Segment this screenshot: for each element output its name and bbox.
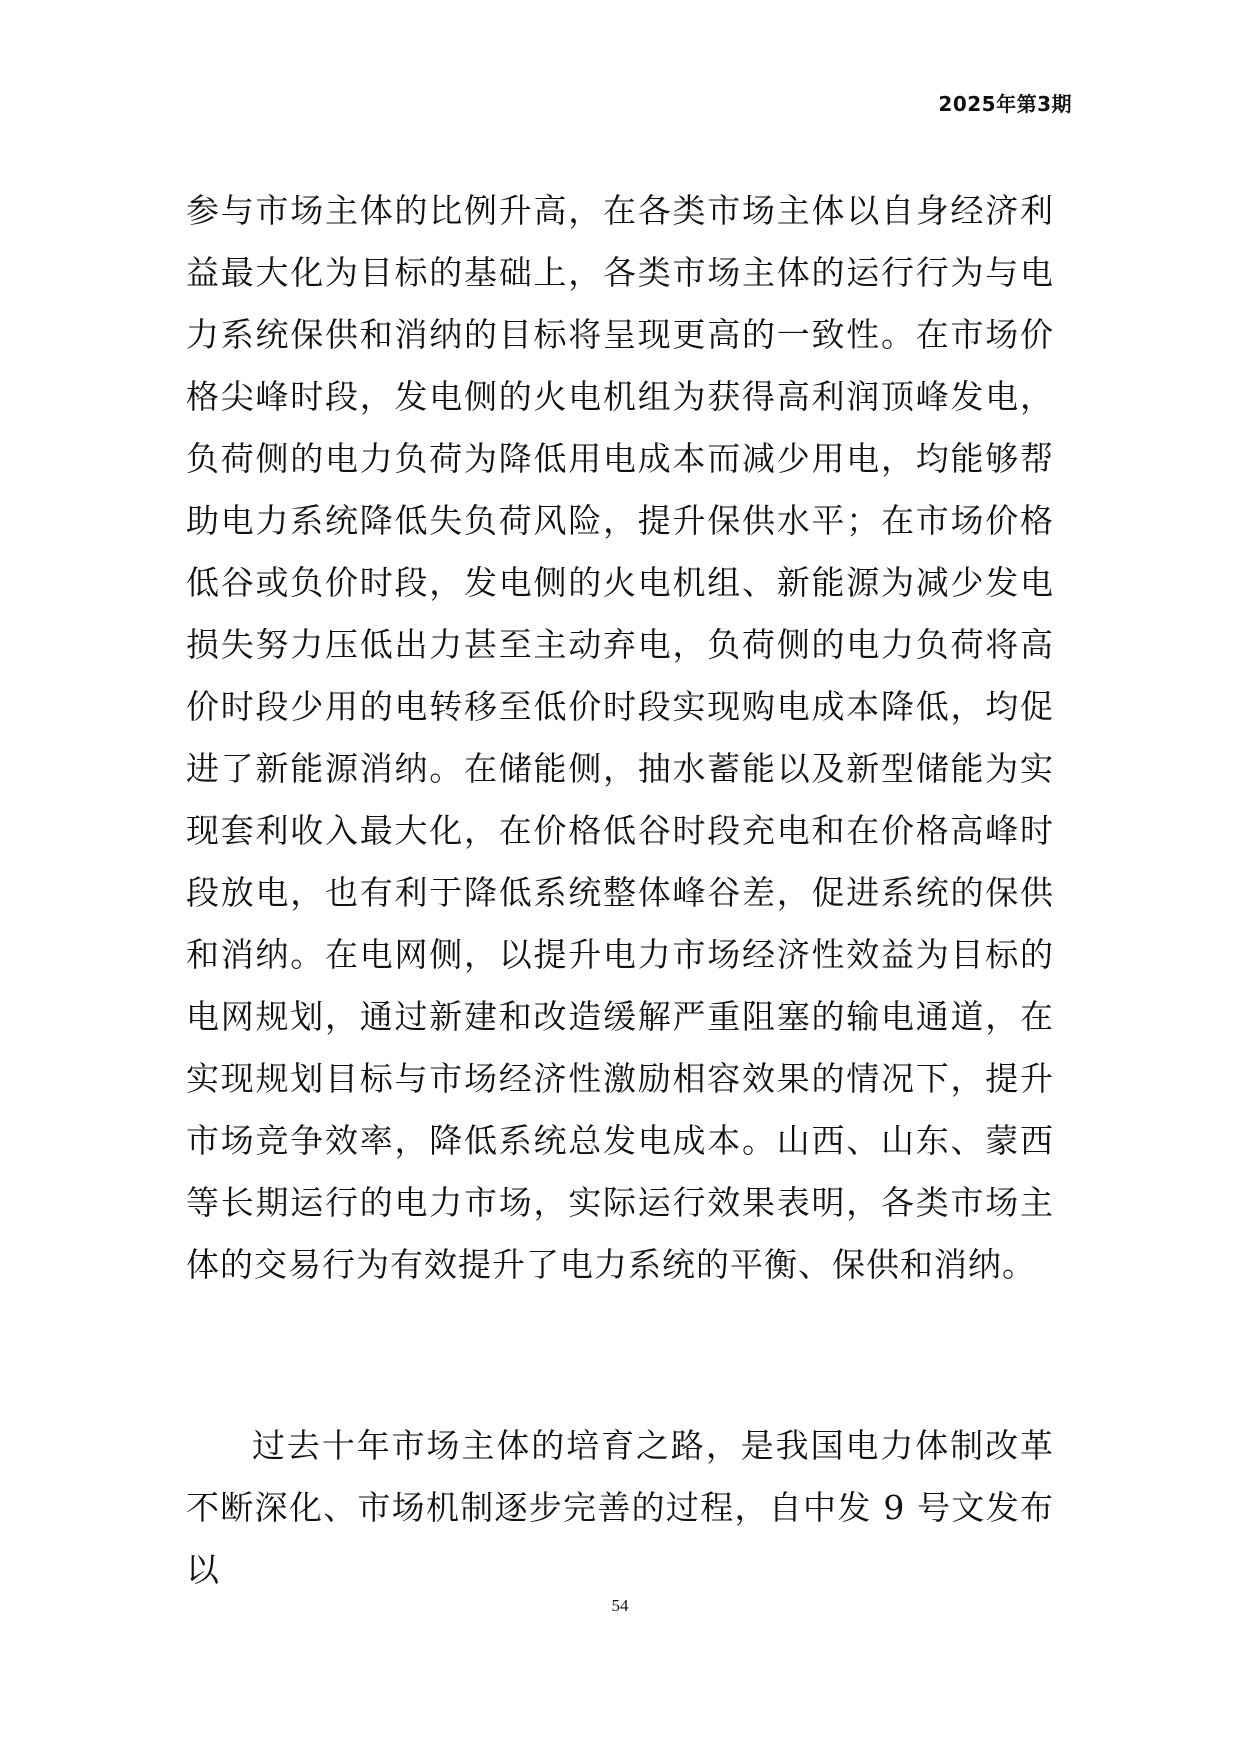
body-paragraph-1: 参与市场主体的比例升高，在各类市场主体以自身经济利益最大化为目标的基础上，各类市场主体的运行行为与电力系统保供和消纳的目标将呈现更高的一致性。在市场价格尖峰时段，发电侧的火电机组为获得高利润顶峰发电，负荷侧的电力负荷为降低用电成本而减少用电，均能够帮助电力系统降低失负荷风险，提升保供水平；在市场价格低谷或负价时段，发电侧的火电机组、新能源为减少发电损失努力压低出力甚至主动弃电，负荷侧的电力负荷将高价时段少用的电转移至低价时段实现购电成本降低，均促进了新能源消纳。在储能侧，抽水蓄能以及新型储能为实现套利收入最大化，在价格低谷时段充电和在价格高峰时段放电，也有利于降低系统整体峰谷差，促进系统的保供和消纳。在电网侧，以提升电力市场经济性效益为目标的电网规划，通过新建和改造缓解严重阻塞的输电通道，在实现规划目标与市场经济性激励相容效果的情况下，提升市场竞争效率，降低系统总发电成本。山西、山东、蒙西等长期运行的电力市场，实际运行效果表明，各类市场主体的交易行为有效提升了电力系统的平衡、保供和消纳。 xyxy=(186,191,1054,1284)
issue-header: 2025年第3期 xyxy=(938,92,1072,116)
body-paragraph-2: 过去十年市场主体的培育之路，是我国电力体制改革不断深化、市场机制逐步完善的过程，自中发 9 号文发布以 xyxy=(186,1426,1054,1589)
page-number: 54 xyxy=(611,1596,629,1615)
